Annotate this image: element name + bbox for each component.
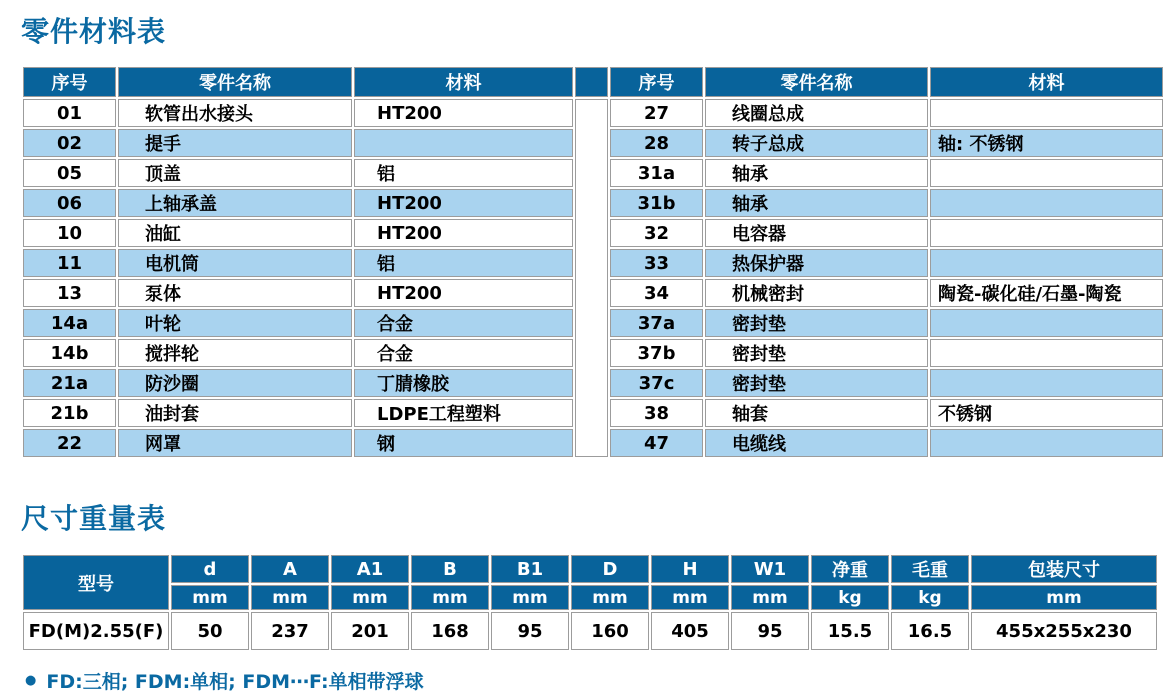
part-name-cell: 泵体 xyxy=(118,279,352,307)
part-material-cell: 陶瓷-碳化硅/石墨-陶瓷 xyxy=(930,279,1163,307)
dims-column-unit: mm xyxy=(491,585,569,610)
dimensions-table-title: 尺寸重量表 xyxy=(21,502,167,535)
part-material-cell xyxy=(930,189,1163,217)
part-no-cell: 01 xyxy=(23,99,116,127)
dims-column-label: W1 xyxy=(731,555,809,583)
dims-table-body xyxy=(23,555,1157,650)
part-no-cell: 37b xyxy=(610,339,703,367)
part-no-cell: 38 xyxy=(610,399,703,427)
dims-column-label: 净重 xyxy=(811,555,889,583)
part-no-cell: 32 xyxy=(610,219,703,247)
part-material-cell: 丁腈橡胶 xyxy=(354,369,573,397)
part-no-cell: 31a xyxy=(610,159,703,187)
part-no-cell: 37c xyxy=(610,369,703,397)
dims-value-cell: 16.5 xyxy=(891,612,969,650)
parts-table-body xyxy=(23,67,1163,457)
part-material-cell: HT200 xyxy=(354,189,573,217)
column-header-no-left: 序号 xyxy=(23,67,116,97)
part-name-cell: 轴承 xyxy=(705,159,928,187)
part-no-cell: 47 xyxy=(610,429,703,457)
dims-column-label: d xyxy=(171,555,249,583)
part-material-cell: HT200 xyxy=(354,99,573,127)
part-material-cell: HT200 xyxy=(354,279,573,307)
part-name-cell: 网罩 xyxy=(118,429,352,457)
bullet-icon: ● xyxy=(25,673,37,688)
dims-column-unit: mm xyxy=(331,585,409,610)
parts-material-table xyxy=(21,65,1165,459)
model-cell: FD(M)2.55(F) xyxy=(23,612,169,650)
part-no-cell: 21b xyxy=(23,399,116,427)
table-row xyxy=(23,612,1157,650)
part-no-cell: 14a xyxy=(23,309,116,337)
dimensions-weight-table xyxy=(21,553,1159,652)
dims-column-label: B1 xyxy=(491,555,569,583)
part-no-cell: 33 xyxy=(610,249,703,277)
column-header-material-right: 材料 xyxy=(930,67,1163,97)
part-name-cell: 上轴承盖 xyxy=(118,189,352,217)
part-name-cell: 电机筒 xyxy=(118,249,352,277)
footnote-text: FD:三相; FDM:单相; FDM⋯F:单相带浮球 xyxy=(46,671,424,693)
part-name-cell: 密封垫 xyxy=(705,309,928,337)
part-material-cell: HT200 xyxy=(354,219,573,247)
dims-value-cell: 168 xyxy=(411,612,489,650)
dims-column-unit: mm xyxy=(251,585,329,610)
part-no-cell: 31b xyxy=(610,189,703,217)
footnote xyxy=(21,667,1148,694)
part-material-cell: 合金 xyxy=(354,309,573,337)
part-material-cell xyxy=(930,309,1163,337)
column-header-name-right: 零件名称 xyxy=(705,67,928,97)
dims-column-label: H xyxy=(651,555,729,583)
part-name-cell: 油封套 xyxy=(118,399,352,427)
part-name-cell: 机械密封 xyxy=(705,279,928,307)
dims-value-cell: 95 xyxy=(491,612,569,650)
dims-value-cell: 201 xyxy=(331,612,409,650)
dims-value-cell: 50 xyxy=(171,612,249,650)
part-name-cell: 热保护器 xyxy=(705,249,928,277)
part-name-cell: 电缆线 xyxy=(705,429,928,457)
part-material-cell: 轴: 不锈钢 xyxy=(930,129,1163,157)
part-material-cell: LDPE工程塑料 xyxy=(354,399,573,427)
part-material-cell xyxy=(930,219,1163,247)
dims-column-label: A1 xyxy=(331,555,409,583)
dims-column-unit: mm xyxy=(171,585,249,610)
dims-column-unit: kg xyxy=(811,585,889,610)
part-no-cell: 10 xyxy=(23,219,116,247)
part-name-cell: 转子总成 xyxy=(705,129,928,157)
dims-column-unit: mm xyxy=(651,585,729,610)
column-header-no-right: 序号 xyxy=(610,67,703,97)
dims-value-cell: 405 xyxy=(651,612,729,650)
part-material-cell: 铝 xyxy=(354,249,573,277)
dims-value-cell: 237 xyxy=(251,612,329,650)
part-name-cell: 顶盖 xyxy=(118,159,352,187)
column-header-material-left: 材料 xyxy=(354,67,573,97)
part-name-cell: 电容器 xyxy=(705,219,928,247)
dims-column-label: B xyxy=(411,555,489,583)
part-material-cell xyxy=(354,129,573,157)
part-material-cell xyxy=(930,159,1163,187)
column-header-name-left: 零件名称 xyxy=(118,67,352,97)
dims-value-cell: 455x255x230 xyxy=(971,612,1157,650)
part-name-cell: 轴套 xyxy=(705,399,928,427)
part-material-cell xyxy=(930,369,1163,397)
part-name-cell: 叶轮 xyxy=(118,309,352,337)
part-name-cell: 油缸 xyxy=(118,219,352,247)
part-material-cell xyxy=(930,339,1163,367)
dims-column-unit: mm xyxy=(571,585,649,610)
part-material-cell: 不锈钢 xyxy=(930,399,1163,427)
dims-column-unit: mm xyxy=(411,585,489,610)
dims-column-unit: kg xyxy=(891,585,969,610)
dims-column-label: 包装尺寸 xyxy=(971,555,1157,583)
part-material-cell: 铝 xyxy=(354,159,573,187)
dims-value-cell: 15.5 xyxy=(811,612,889,650)
part-no-cell: 14b xyxy=(23,339,116,367)
part-material-cell xyxy=(930,429,1163,457)
part-name-cell: 线圈总成 xyxy=(705,99,928,127)
part-no-cell: 02 xyxy=(23,129,116,157)
dims-header-letter-row xyxy=(23,555,1157,583)
part-no-cell: 28 xyxy=(610,129,703,157)
part-name-cell: 软管出水接头 xyxy=(118,99,352,127)
column-header-model: 型号 xyxy=(23,555,169,610)
dims-header-unit-row xyxy=(23,585,1157,610)
table-spacer-cell xyxy=(575,99,608,457)
part-no-cell: 21a xyxy=(23,369,116,397)
part-no-cell: 22 xyxy=(23,429,116,457)
dims-value-cell: 160 xyxy=(571,612,649,650)
part-name-cell: 防沙圈 xyxy=(118,369,352,397)
dims-column-label: 毛重 xyxy=(891,555,969,583)
dims-column-label: D xyxy=(571,555,649,583)
table-row xyxy=(23,99,1163,127)
parts-table-title: 零件材料表 xyxy=(21,15,167,48)
dims-value-cell: 95 xyxy=(731,612,809,650)
part-no-cell: 13 xyxy=(23,279,116,307)
part-material-cell xyxy=(930,249,1163,277)
part-name-cell: 搅拌轮 xyxy=(118,339,352,367)
part-material-cell: 合金 xyxy=(354,339,573,367)
part-no-cell: 34 xyxy=(610,279,703,307)
part-no-cell: 37a xyxy=(610,309,703,337)
dims-column-label: A xyxy=(251,555,329,583)
part-no-cell: 05 xyxy=(23,159,116,187)
parts-table-header-row xyxy=(23,67,1163,97)
part-material-cell: 钢 xyxy=(354,429,573,457)
dims-column-unit: mm xyxy=(731,585,809,610)
part-no-cell: 27 xyxy=(610,99,703,127)
part-name-cell: 密封垫 xyxy=(705,369,928,397)
dims-column-unit: mm xyxy=(971,585,1157,610)
part-no-cell: 06 xyxy=(23,189,116,217)
part-name-cell: 轴承 xyxy=(705,189,928,217)
part-material-cell xyxy=(930,99,1163,127)
part-no-cell: 11 xyxy=(23,249,116,277)
header-spacer-cell xyxy=(575,67,608,97)
part-name-cell: 提手 xyxy=(118,129,352,157)
part-name-cell: 密封垫 xyxy=(705,339,928,367)
